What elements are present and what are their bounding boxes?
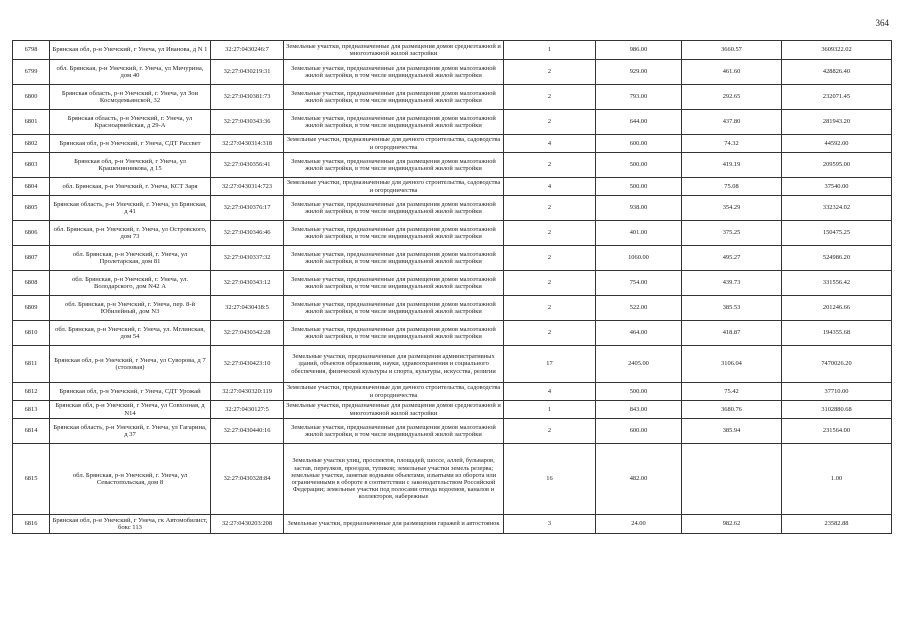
land-use-cell: Земельные участки, предназначенные для дачного строительства, садоводства и огородничества	[284, 135, 504, 153]
table-row	[13, 60, 892, 85]
row-number-cell: 6799	[13, 60, 50, 85]
use-code-cell: 1	[504, 41, 596, 60]
use-code-cell: 2	[504, 221, 596, 246]
land-use-cell: Земельные участки, предназначенные для размещения домов малоэтажной жилой застройки, в том числе индивидуальной жилой застройки	[284, 196, 504, 221]
address-cell: Брянская обл, р-н Унечский, г Унеча, СДТ Урожай	[50, 383, 211, 401]
specific-value-cell: 74.32	[682, 135, 782, 153]
use-code-cell: 2	[504, 196, 596, 221]
address-cell: обл. Брянская, р-н Унечский, г. Унеча, ул Пролетарская, дом 81	[50, 246, 211, 271]
address-cell: Брянская обл, р-н Унечский, г Унеча, ул Иванова, д N 1	[50, 41, 211, 60]
table-row	[13, 196, 892, 221]
use-code-cell: 2	[504, 85, 596, 110]
specific-value-cell: 292.65	[682, 85, 782, 110]
area-cell: 600.00	[596, 419, 682, 444]
cadastral-number-cell: 32:27:0430320:119	[211, 383, 284, 401]
area-cell: 600.00	[596, 135, 682, 153]
cadastral-value-cell: 281943.20	[782, 110, 892, 135]
table-row	[13, 383, 892, 401]
row-number-cell: 6809	[13, 296, 50, 321]
cadastral-value-cell: 428826.40	[782, 60, 892, 85]
cadastral-value-cell: 524986.20	[782, 246, 892, 271]
address-cell: обл. Брянская, р-н Унечский, г. Унеча, пер. 8-й Юбилейный, дом N3	[50, 296, 211, 321]
address-cell: Брянская обл, р-н Унечский, г Унеча, ул Совхозная, д N14	[50, 401, 211, 419]
use-code-cell: 17	[504, 346, 596, 383]
row-number-cell: 6810	[13, 321, 50, 346]
land-use-cell: Земельные участки, предназначенные для размещения домов малоэтажной жилой застройки, в том числе индивидуальной жилой застройки	[284, 321, 504, 346]
cadastral-value-table	[12, 40, 892, 534]
address-cell: Брянская обл, р-н Унечский, г Унеча, СДТ Рассвет	[50, 135, 211, 153]
table-row	[13, 401, 892, 419]
cadastral-value-cell: 44592.00	[782, 135, 892, 153]
address-cell: обл. Брянская, р-н Унечский, г. Унеча, ул Островского, дом 73	[50, 221, 211, 246]
use-code-cell: 2	[504, 60, 596, 85]
specific-value-cell	[682, 444, 782, 515]
table-row	[13, 346, 892, 383]
row-number-cell: 6813	[13, 401, 50, 419]
table-row	[13, 153, 892, 178]
cadastral-number-cell: 32:27:0430343:36	[211, 110, 284, 135]
use-code-cell: 2	[504, 419, 596, 444]
row-number-cell: 6811	[13, 346, 50, 383]
row-number-cell: 6800	[13, 85, 50, 110]
address-cell: Брянская область, р-н Унечский, г. Унеча, ул Брянская, д 41	[50, 196, 211, 221]
specific-value-cell: 419.19	[682, 153, 782, 178]
land-use-cell: Земельные участки, предназначенные для размещения домов малоэтажной жилой застройки, в том числе индивидуальной жилой застройки	[284, 419, 504, 444]
land-use-cell: Земельные участки, предназначенные для дачного строительства, садоводства и огородничества	[284, 178, 504, 196]
table-row	[13, 135, 892, 153]
cadastral-value-cell: 194355.68	[782, 321, 892, 346]
address-cell: Брянская обл, р-н Унечский, г Унеча, ул Суворова, д 7 (столовая)	[50, 346, 211, 383]
cadastral-value-cell: 3609322.02	[782, 41, 892, 60]
row-number-cell: 6807	[13, 246, 50, 271]
area-cell: 401.00	[596, 221, 682, 246]
row-number-cell: 6815	[13, 444, 50, 515]
table-row	[13, 271, 892, 296]
table-row	[13, 110, 892, 135]
specific-value-cell: 3680.76	[682, 401, 782, 419]
address-cell: Брянская область, р-н Унечский, г. Унеча, ул Гагарина, д 37	[50, 419, 211, 444]
cadastral-value-cell: 1.00	[782, 444, 892, 515]
cadastral-value-cell: 37710.00	[782, 383, 892, 401]
land-use-cell: Земельные участки, предназначенные для размещения домов малоэтажной жилой застройки, в том числе индивидуальной жилой застройки	[284, 60, 504, 85]
table-row	[13, 444, 892, 515]
land-use-cell: Земельные участки, предназначенные для размещения административных зданий, объектов образования, науки, здравоохранения и социального обеспечения, физической культуры и спорта, культуры, искусства, религии	[284, 346, 504, 383]
specific-value-cell: 385.94	[682, 419, 782, 444]
area-cell: 500.00	[596, 153, 682, 178]
table-row	[13, 321, 892, 346]
area-cell: 986.00	[596, 41, 682, 60]
specific-value-cell: 461.60	[682, 60, 782, 85]
area-cell: 500.00	[596, 178, 682, 196]
area-cell: 754.00	[596, 271, 682, 296]
specific-value-cell: 385.53	[682, 296, 782, 321]
cadastral-number-cell: 32:27:0430342:28	[211, 321, 284, 346]
specific-value-cell: 375.25	[682, 221, 782, 246]
use-code-cell: 2	[504, 271, 596, 296]
row-number-cell: 6805	[13, 196, 50, 221]
specific-value-cell: 75.08	[682, 178, 782, 196]
cadastral-number-cell: 32:27:0430356:41	[211, 153, 284, 178]
row-number-cell: 6814	[13, 419, 50, 444]
row-number-cell: 6808	[13, 271, 50, 296]
row-number-cell: 6798	[13, 41, 50, 60]
use-code-cell: 2	[504, 296, 596, 321]
row-number-cell: 6806	[13, 221, 50, 246]
table-row	[13, 296, 892, 321]
row-number-cell: 6816	[13, 515, 50, 534]
area-cell: 2405.00	[596, 346, 682, 383]
specific-value-cell: 3660.57	[682, 41, 782, 60]
row-number-cell: 6812	[13, 383, 50, 401]
area-cell: 500.00	[596, 383, 682, 401]
cadastral-value-cell: 23582.88	[782, 515, 892, 534]
cadastral-number-cell: 32:27:0430328:84	[211, 444, 284, 515]
cadastral-value-cell: 332324.02	[782, 196, 892, 221]
cadastral-number-cell: 32:27:0430337:32	[211, 246, 284, 271]
area-cell: 482.00	[596, 444, 682, 515]
use-code-cell: 2	[504, 110, 596, 135]
area-cell: 938.00	[596, 196, 682, 221]
cadastral-number-cell: 32:27:0430314:318	[211, 135, 284, 153]
address-cell: Брянская обл, р-н Унечский, г Унеча, ул Крашенинникова, д 15	[50, 153, 211, 178]
cadastral-value-cell: 232071.45	[782, 85, 892, 110]
cadastral-number-cell: 32:27:0430440:16	[211, 419, 284, 444]
row-number-cell: 6802	[13, 135, 50, 153]
area-cell: 843.00	[596, 401, 682, 419]
use-code-cell: 16	[504, 444, 596, 515]
land-use-cell: Земельные участки, предназначенные для размещения домов малоэтажной жилой застройки, в том числе индивидуальной жилой застройки	[284, 296, 504, 321]
cadastral-value-cell: 201246.66	[782, 296, 892, 321]
table-row	[13, 178, 892, 196]
specific-value-cell: 75.42	[682, 383, 782, 401]
cadastral-number-cell: 32:27:0430127:5	[211, 401, 284, 419]
use-code-cell: 2	[504, 153, 596, 178]
page-number: 364	[875, 18, 889, 28]
area-cell: 464.00	[596, 321, 682, 346]
table-body	[13, 41, 892, 534]
area-cell: 1060.00	[596, 246, 682, 271]
land-use-cell: Земельные участки, предназначенные для размещения домов малоэтажной жилой застройки, в том числе индивидуальной жилой застройки	[284, 153, 504, 178]
land-use-cell: Земельные участки улиц, проспектов, площадей, шоссе, аллей, бульваров, застав, переулков, проездов, тупиков; земельные участки земель резерва; земельные участки, занятые водными объектами, изъятыми из оборота или ограниченными в обороте в соответствии с законодательством Российской Федерации; земельные участки под полосами отвода водоемов, каналов и коллекторов, набережные	[284, 444, 504, 515]
cadastral-value-cell: 3102880.68	[782, 401, 892, 419]
address-cell: обл. Брянская, р-н Унечский, г. Унеча, ул Мичурина, дом 40	[50, 60, 211, 85]
cadastral-number-cell: 32:27:0430314:723	[211, 178, 284, 196]
table-row	[13, 246, 892, 271]
specific-value-cell: 3106.04	[682, 346, 782, 383]
use-code-cell: 4	[504, 178, 596, 196]
specific-value-cell: 439.73	[682, 271, 782, 296]
cadastral-value-cell: 7470026.20	[782, 346, 892, 383]
use-code-cell: 1	[504, 401, 596, 419]
area-cell: 522.00	[596, 296, 682, 321]
area-cell: 24.00	[596, 515, 682, 534]
land-use-cell: Земельные участки, предназначенные для размещения домов малоэтажной жилой застройки, в том числе индивидуальной жилой застройки	[284, 271, 504, 296]
cadastral-number-cell: 32:27:0430343:12	[211, 271, 284, 296]
use-code-cell: 2	[504, 246, 596, 271]
cadastral-number-cell: 32:27:0430346:46	[211, 221, 284, 246]
land-use-cell: Земельные участки, предназначенные для размещения домов малоэтажной жилой застройки, в том числе индивидуальной жилой застройки	[284, 246, 504, 271]
row-number-cell: 6803	[13, 153, 50, 178]
use-code-cell: 4	[504, 135, 596, 153]
table-row	[13, 85, 892, 110]
specific-value-cell: 354.29	[682, 196, 782, 221]
table-row	[13, 41, 892, 60]
row-number-cell: 6804	[13, 178, 50, 196]
address-cell: Брянская обл, р-н Унечский, г Унеча, гк Автомобилист, бокс 113	[50, 515, 211, 534]
address-cell: обл. Брянская, р-н Унечский, г. Унеча, ул Севастопольская, дом 8	[50, 444, 211, 515]
cadastral-value-cell: 231564.00	[782, 419, 892, 444]
area-cell: 929.00	[596, 60, 682, 85]
cadastral-number-cell: 32:27:0430219:31	[211, 60, 284, 85]
specific-value-cell: 418.87	[682, 321, 782, 346]
cadastral-value-cell: 37540.00	[782, 178, 892, 196]
cadastral-number-cell: 32:27:0430381:73	[211, 85, 284, 110]
row-number-cell: 6801	[13, 110, 50, 135]
table-row	[13, 515, 892, 534]
address-cell: обл. Брянская, р-н Унечский, г. Унеча, КСТ Заря	[50, 178, 211, 196]
use-code-cell: 3	[504, 515, 596, 534]
address-cell: Брянская область, р-н Унечский, г. Унеча, ул Красноармейская, д 29-А	[50, 110, 211, 135]
cadastral-value-cell: 150475.25	[782, 221, 892, 246]
cadastral-number-cell: 32:27:0430246:7	[211, 41, 284, 60]
area-cell: 644.00	[596, 110, 682, 135]
cadastral-value-cell: 331556.42	[782, 271, 892, 296]
land-use-cell: Земельные участки, предназначенные для размещения домов малоэтажной жилой застройки, в том числе индивидуальной жилой застройки	[284, 85, 504, 110]
cadastral-value-cell: 209595.00	[782, 153, 892, 178]
table-row	[13, 419, 892, 444]
land-use-cell: Земельные участки, предназначенные для размещения домов среднеэтажной и многоэтажной жилой застройки	[284, 41, 504, 60]
specific-value-cell: 437.80	[682, 110, 782, 135]
cadastral-number-cell: 32:27:0430423:10	[211, 346, 284, 383]
address-cell: обл. Брянская, р-н Унечский, г. Унеча, ул. Володарского, дом N42 А	[50, 271, 211, 296]
land-use-cell: Земельные участки, предназначенные для размещения домов среднеэтажной и многоэтажной жилой застройки	[284, 401, 504, 419]
cadastral-number-cell: 32:27:0430418:5	[211, 296, 284, 321]
address-cell: обл. Брянская, р-н Унечский, г. Унеча, ул. Мглинская, дом 54	[50, 321, 211, 346]
address-cell: Брянская область, р-н Унечский, г. Унеча, ул Зои Космодемьянской, 32	[50, 85, 211, 110]
land-use-cell: Земельные участки, предназначенные для размещения домов малоэтажной жилой застройки, в том числе индивидуальной жилой застройки	[284, 221, 504, 246]
land-use-cell: Земельные участки, предназначенные для размещения гаражей и автостоянок	[284, 515, 504, 534]
cadastral-number-cell: 32:27:0430376:17	[211, 196, 284, 221]
use-code-cell: 4	[504, 383, 596, 401]
specific-value-cell: 982.62	[682, 515, 782, 534]
specific-value-cell: 495.27	[682, 246, 782, 271]
table-row	[13, 221, 892, 246]
land-use-cell: Земельные участки, предназначенные для дачного строительства, садоводства и огородничества	[284, 383, 504, 401]
land-use-cell: Земельные участки, предназначенные для размещения домов малоэтажной жилой застройки, в том числе индивидуальной жилой застройки	[284, 110, 504, 135]
use-code-cell: 2	[504, 321, 596, 346]
area-cell: 793.00	[596, 85, 682, 110]
cadastral-number-cell: 32:27:0430203:208	[211, 515, 284, 534]
